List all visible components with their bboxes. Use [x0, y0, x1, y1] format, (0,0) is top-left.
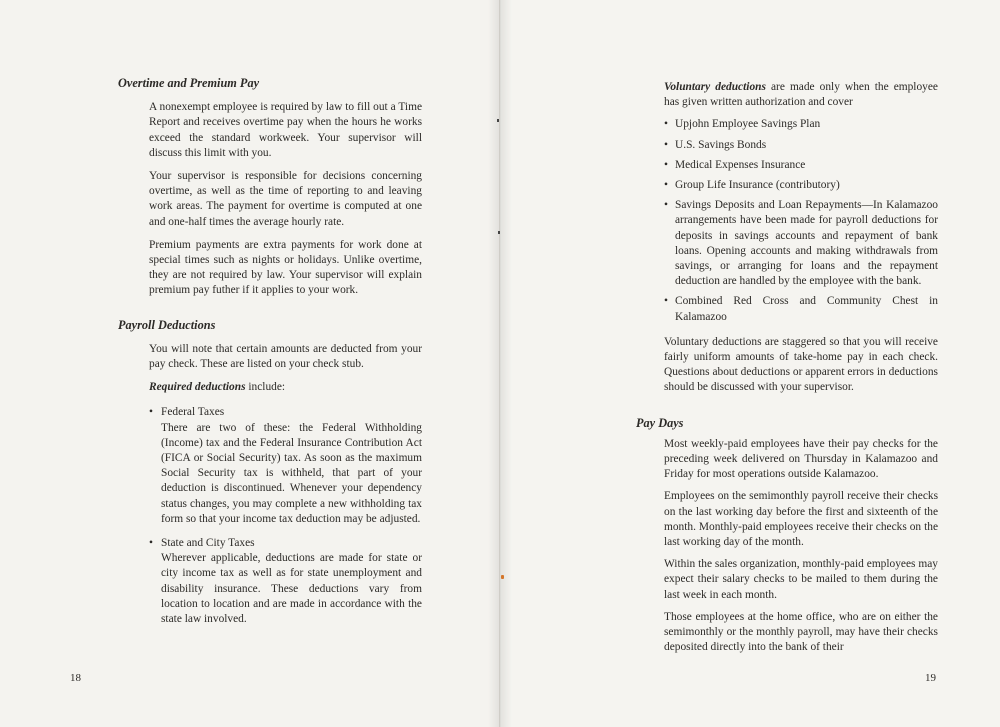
book-gutter-shadow	[488, 0, 512, 727]
voluntary-item-text: Upjohn Employee Savings Plan	[675, 118, 821, 131]
paydays-paragraph-4: Those employees at the home office, who are on either the semimonthly or the monthly payroll, may have their checks deposited directly into the bank of their	[664, 610, 938, 654]
paydays-heading: Pay Days	[636, 415, 684, 430]
bullet: •	[664, 179, 668, 192]
bullet: •	[149, 537, 153, 550]
federal-taxes-text: There are two of these: the Federal Withholding (Income) tax and the Federal Insurance Contribution Act (FICA or Social Security) tax. As soon as the maximum Social Security tax is withheld, that part of your deduction is discontinued. Whenever your dependency status changes, you may complete a new withholding tax form so that your income tax deduction may be adjusted.	[161, 421, 422, 525]
paydays-paragraph-3: Within the sales organization, monthly-paid employees may expect their salary checks to be mailed to them during the last week in each month.	[664, 558, 938, 601]
voluntary-item-text: Savings Deposits and Loan Repayments—In Kalamazoo arrangements have been made for payroll deductions for deposits in savings accounts and repayment of bank loans. Opening accounts and making withdrawals from savings, or arranging for loans and the repayment deduction are handled by the employee with the bank.	[675, 199, 938, 288]
required-deductions-suffix: include:	[245, 381, 286, 394]
paydays-paragraph-2: Employees on the semimonthly payroll receive their checks on the last working day before the first and sixteenth of the month. Monthly-paid employees receive their checks on the last working day of the month.	[664, 490, 938, 549]
bullet: •	[664, 295, 668, 308]
book-fold-line	[499, 0, 500, 727]
voluntary-closing: Voluntary deductions are staggered so that you will receive fairly uniform amounts of take-home pay in each check. Questions about deductions or apparent errors in deductions should be discussed with your supervisor.	[664, 335, 938, 394]
bullet: •	[664, 138, 668, 151]
overtime-paragraph-2: Your supervisor is responsible for decisions concerning overtime, as well as the time of reporting to and leaving work areas. The payment for overtime is computed at one and one-half times the average hourly rate.	[149, 170, 422, 228]
state-city-taxes-item	[118, 536, 422, 627]
voluntary-item-1	[664, 117, 938, 132]
right-column	[636, 80, 938, 656]
bullet: •	[664, 118, 668, 131]
voluntary-item-text: U.S. Savings Bonds	[675, 138, 767, 151]
voluntary-item-text: Combined Red Cross and Community Chest in Kalamazoo	[675, 295, 938, 323]
voluntary-item-4	[664, 178, 938, 193]
left-column	[118, 76, 422, 627]
bullet: •	[664, 199, 668, 212]
voluntary-item-text: Medical Expenses Insurance	[675, 158, 806, 171]
voluntary-item-3	[664, 158, 938, 173]
ink-speck	[497, 119, 499, 122]
voluntary-item-6	[664, 294, 938, 324]
voluntary-intro-rest: are made only when the employee has given written authorization and cover	[664, 81, 938, 109]
voluntary-item-5	[664, 198, 938, 289]
orange-speck	[501, 575, 504, 579]
page-number-left: 18	[70, 672, 81, 684]
state-city-taxes-text: Wherever applicable, deductions are made for state or city income tax as well as for state unemployment and disability insurance. These deductions vary from location to location and are made in accordance with the state law involved.	[161, 552, 422, 626]
paydays-paragraph-1: Most weekly-paid employees have their pay checks for the preceding week delivered on Thursday in Kalamazoo and Friday for most operations outside Kalamazoo.	[664, 437, 938, 481]
page-number-right: 19	[925, 672, 936, 684]
payroll-intro: You will note that certain amounts are deducted from your pay check. These are listed on your check stub.	[149, 342, 422, 371]
state-city-taxes-title: State and City Taxes	[161, 537, 255, 550]
overtime-heading: Overtime and Premium Pay	[118, 76, 260, 90]
voluntary-label: Voluntary deductions	[664, 81, 766, 93]
federal-taxes-title: Federal Taxes	[161, 406, 225, 419]
ink-speck	[498, 231, 500, 234]
overtime-paragraph-3: Premium payments are extra payments for work done at special times such as nights or holidays. Unlike overtime, they are not required by law. Your supervisor will explain premium pay futher if it applies to your work.	[149, 238, 422, 297]
required-deductions-line	[118, 380, 422, 395]
voluntary-intro	[664, 80, 938, 110]
payroll-heading: Payroll Deductions	[118, 317, 216, 332]
federal-taxes-item	[118, 405, 422, 527]
voluntary-item-2	[664, 138, 938, 153]
bullet: •	[664, 158, 668, 171]
overtime-paragraph-1: A nonexempt employee is required by law to fill out a Time Report and receives overtime pay when the hours he works exceed the standard workweek. Your supervisor will discuss this limit with you.	[149, 101, 422, 159]
voluntary-item-text: Group Life Insurance (contributory)	[675, 179, 840, 192]
bullet: •	[149, 406, 153, 419]
required-deductions-label: Required deductions	[149, 381, 246, 394]
